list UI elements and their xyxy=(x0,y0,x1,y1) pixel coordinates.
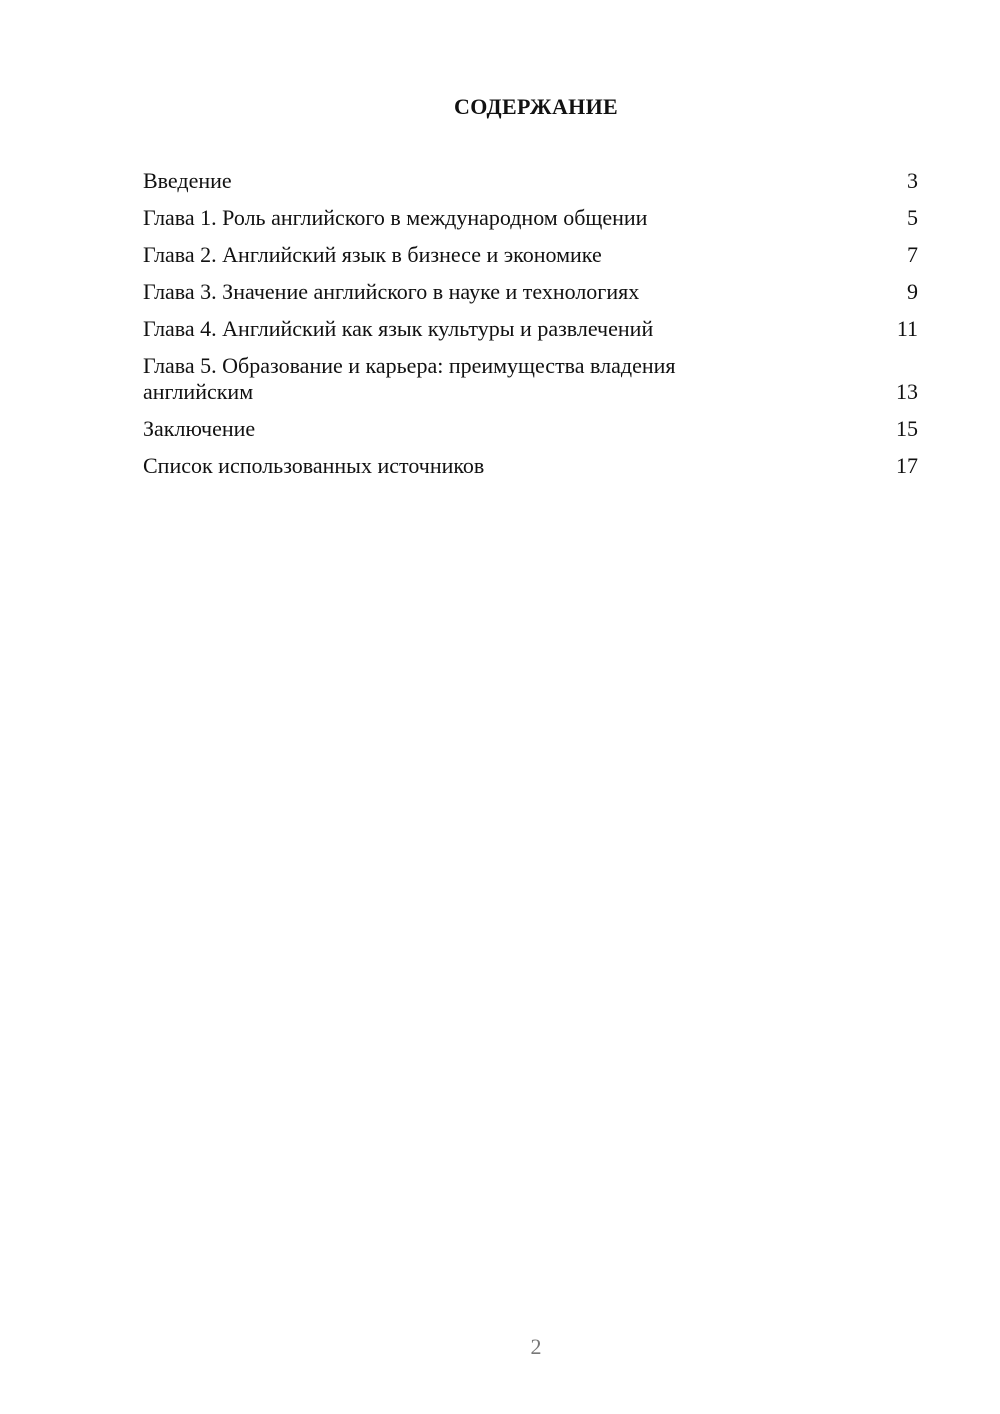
toc-entry-page: 11 xyxy=(896,316,918,341)
toc-entry-label: Список использованных источников xyxy=(143,453,485,478)
toc-entry-label: Глава 1. Роль английского в международном общении xyxy=(143,205,648,230)
toc-entry-chapter-1 xyxy=(143,205,918,231)
toc-entry-chapter-2 xyxy=(143,242,918,268)
toc-entry-label-line-2: английским xyxy=(143,379,254,404)
toc-entry-introduction xyxy=(143,168,918,194)
toc-entry-chapter-5 xyxy=(143,353,918,405)
toc-entry-page: 5 xyxy=(907,205,918,230)
toc-entry-page: 7 xyxy=(907,242,918,267)
toc-entry-label: Введение xyxy=(143,168,232,193)
toc-entry-label xyxy=(143,353,783,405)
toc-entry-page: 13 xyxy=(896,379,918,404)
table-of-contents xyxy=(143,168,918,490)
toc-entry-page: 15 xyxy=(896,416,918,441)
toc-entry-label: Глава 4. Английский как язык культуры и развлечений xyxy=(143,316,654,341)
page-title: СОДЕРЖАНИЕ xyxy=(454,94,618,119)
toc-entry-label: Заключение xyxy=(143,416,256,441)
toc-entry-page: 9 xyxy=(907,279,918,304)
toc-entry-label: Глава 2. Английский язык в бизнесе и экономике xyxy=(143,242,602,267)
toc-entry-conclusion xyxy=(143,416,918,442)
toc-entry-page: 17 xyxy=(896,453,918,478)
toc-entry-label-line-1: Глава 5. Образование и карьера: преимущества владения xyxy=(143,353,676,378)
toc-entry-chapter-3 xyxy=(143,279,918,305)
toc-entry-page: 3 xyxy=(907,168,918,193)
toc-entry-references xyxy=(143,453,918,479)
toc-entry-chapter-4 xyxy=(143,316,918,342)
toc-entry-label: Глава 3. Значение английского в науке и технологиях xyxy=(143,279,640,304)
page-number: 2 xyxy=(530,1334,542,1359)
